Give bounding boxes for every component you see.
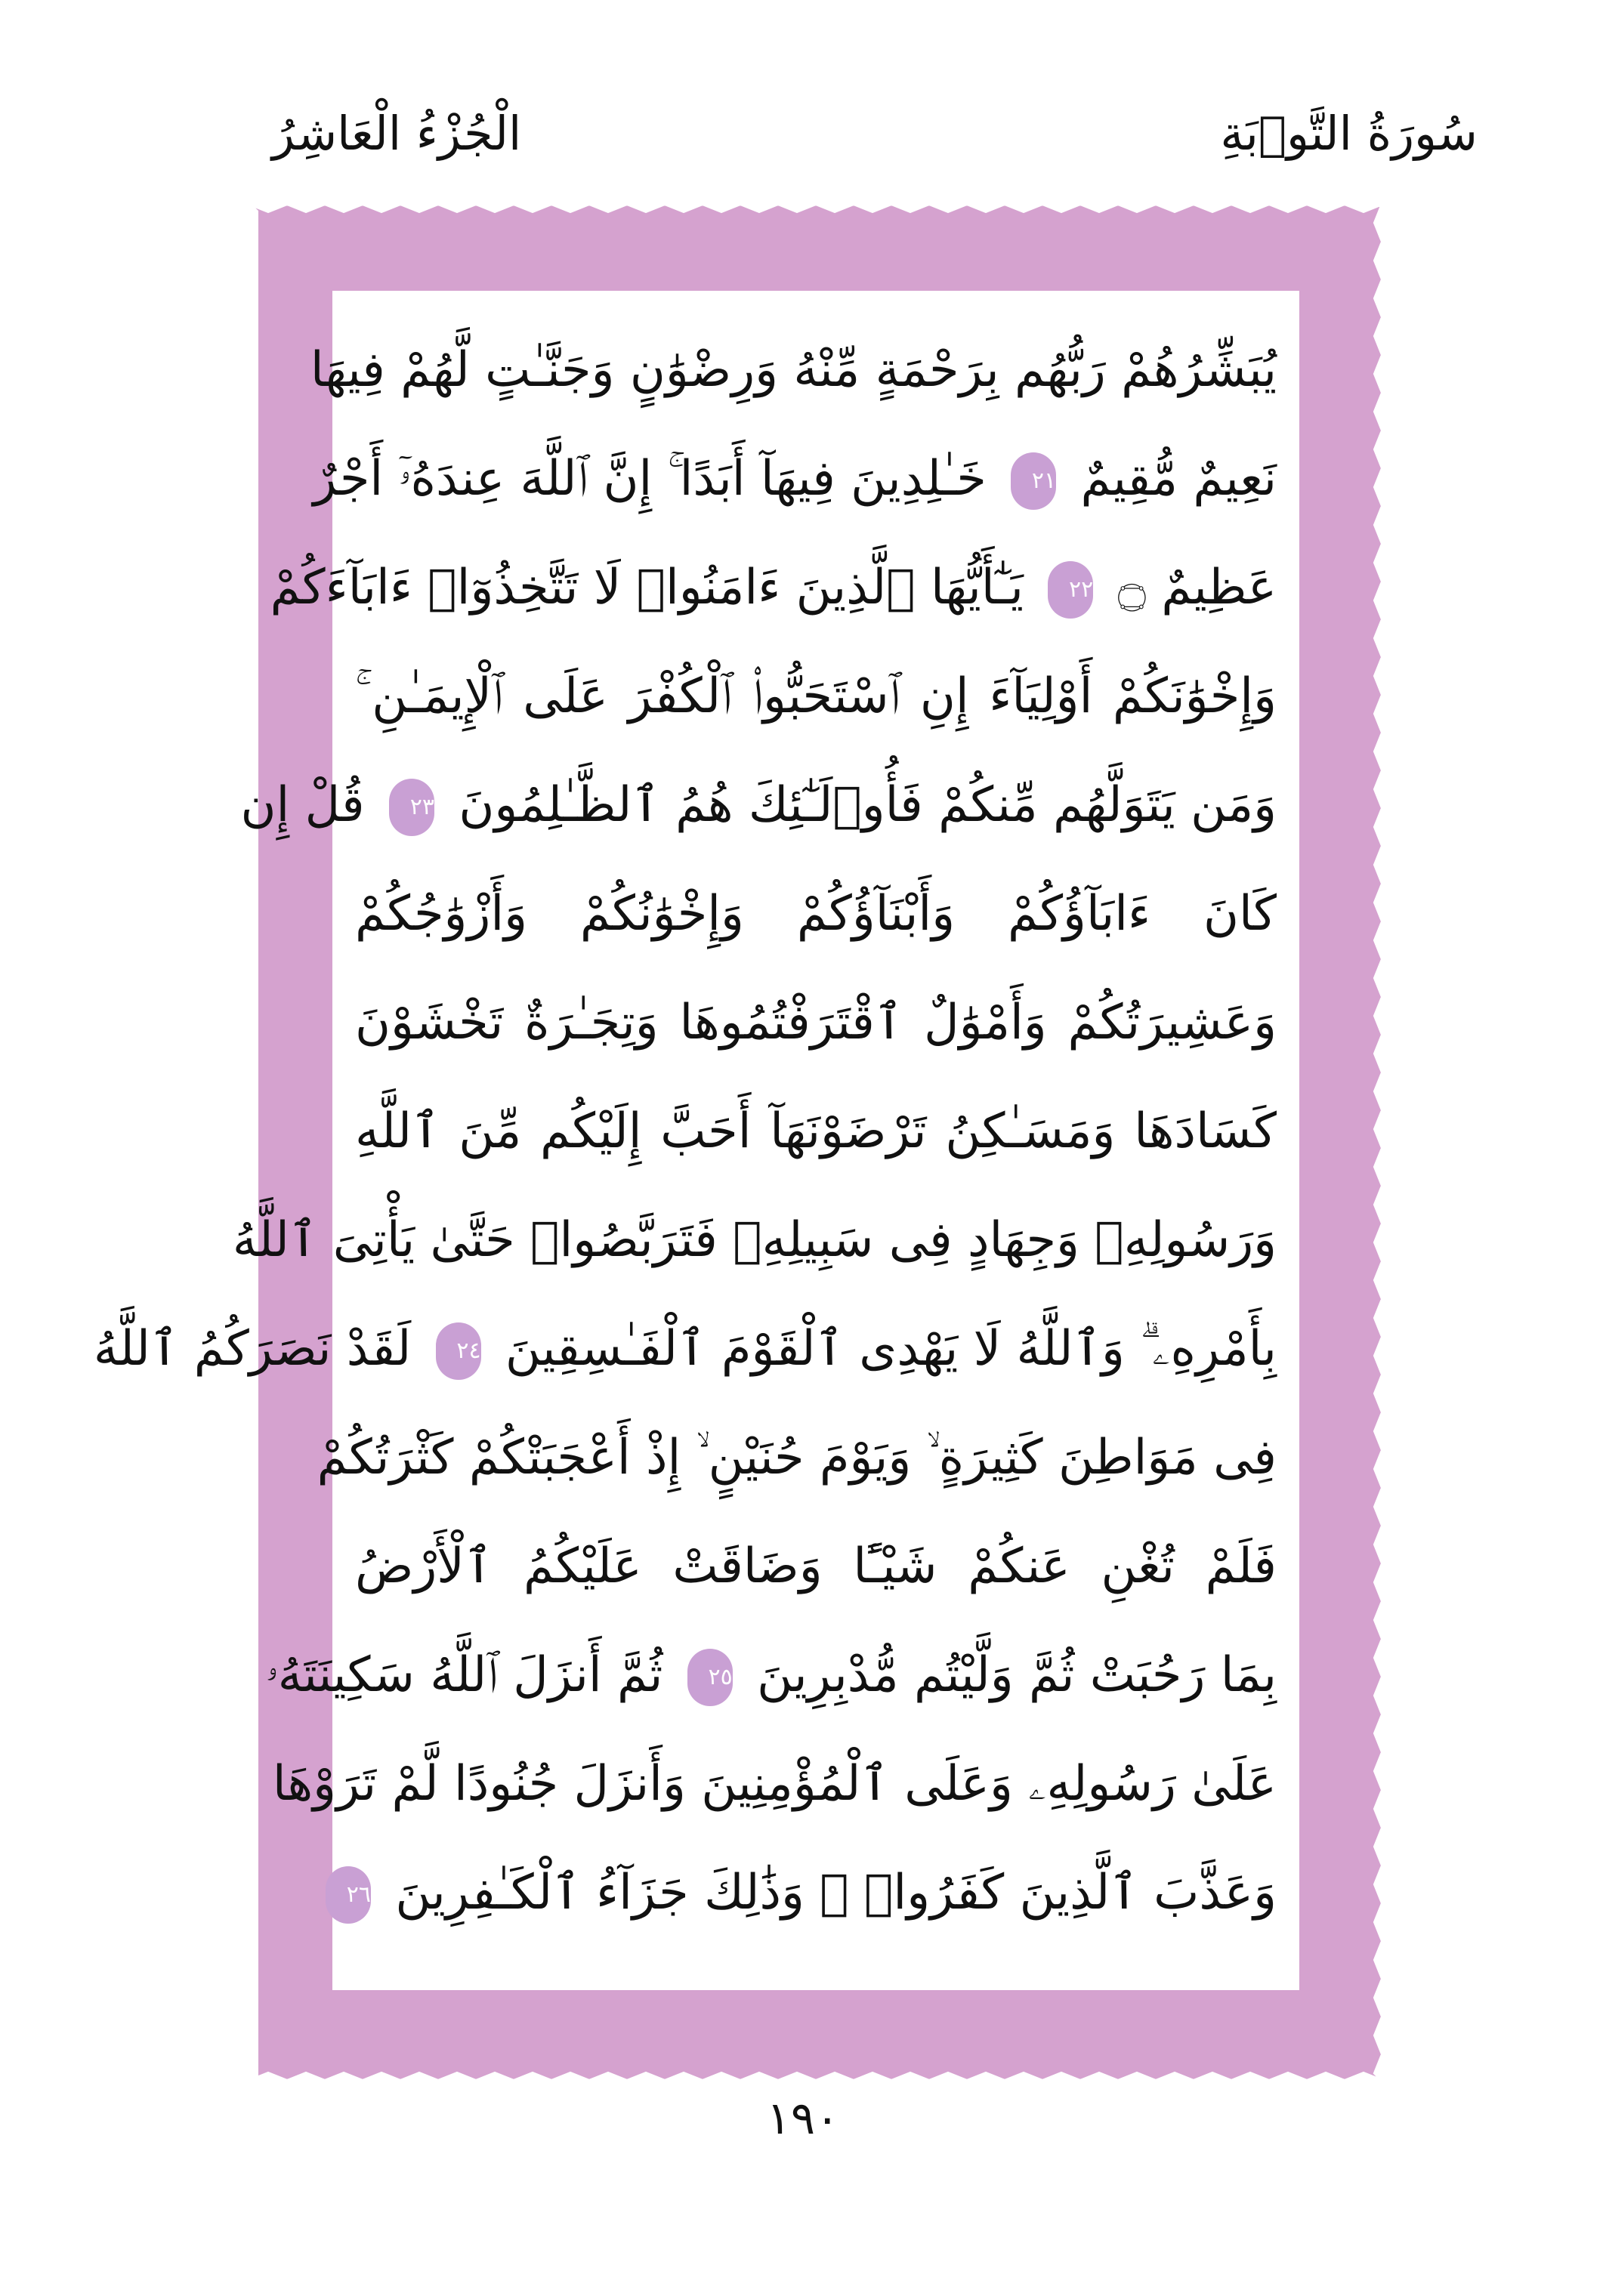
verse-text: عَلَىٰ رَسُولِهِۦ وَعَلَى ٱلْمُؤْمِنِينَ وَأَنزَلَ جُنُودًا لَّمْ تَرَوْهَا (272, 1756, 1277, 1812)
text-line (355, 647, 1277, 745)
ayah-marker: ٢٤ (436, 1322, 481, 1380)
text-line (272, 1735, 1277, 1833)
text-line (270, 539, 1277, 637)
verse-text: وَعَشِيرَتُكُمْ وَأَمْوَٰلٌ ٱقْتَرَفْتُمُوهَا وَتِجَـٰرَةٌ تَخْشَوْنَ (355, 995, 1277, 1051)
verse-text: عَظِيمٌ ۝ (1117, 560, 1277, 616)
text-line (346, 1844, 1277, 1942)
verse-text: ثُمَّ أَنزَلَ ٱللَّهُ سَكِينَتَهُۥ (265, 1647, 663, 1703)
text-line (232, 1191, 1277, 1289)
verse-text: يُبَشِّرُهُمْ رَبُّهُم بِرَحْمَةٍ مِّنْهُ وَرِضْوَٰنٍ وَجَنَّـٰتٍ لَّهُمْ فِيهَا (310, 342, 1277, 398)
verse-text: وَمَن يَتَوَلَّهُم مِّنكُمْ فَأُو۟لَـٰٓئِكَ هُمُ ٱلظَّـٰلِمُونَ (459, 777, 1277, 833)
verse-text: وَرَسُولِهِۦ وَجِهَادٍ فِى سَبِيلِهِۦ فَتَرَبَّصُوا۟ حَتَّىٰ يَأْتِىَ ٱللَّهُ (232, 1212, 1277, 1268)
text-line (317, 1409, 1277, 1507)
text-line (355, 1517, 1277, 1616)
verse-text: كَانَ ءَابَآؤُكُمْ وَأَبْنَآؤُكُمْ وَإِخْوَٰنُكُمْ وَأَزْوَٰجُكُمْ (355, 886, 1277, 942)
ayah-marker: ٢٦ (326, 1866, 371, 1924)
ornamental-frame (93, 204, 1382, 2081)
verse-text: فِى مَوَاطِنَ كَثِيرَةٍ ۙ وَيَوْمَ حُنَيْنٍ ۙ إِذْ أَعْجَبَتْكُمْ كَثْرَتُكُمْ (317, 1430, 1277, 1486)
text-line (313, 430, 1277, 528)
page-header (0, 106, 1606, 196)
verse-text: بِأَمْرِهِۦ ۗ وَٱللَّهُ لَا يَهْدِى ٱلْقَوْمَ ٱلْفَـٰسِقِينَ (505, 1321, 1277, 1377)
ayah-marker: ٢٥ (687, 1649, 733, 1706)
verse-text: فَلَمْ تُغْنِ عَنكُمْ شَيْـًٔا وَضَاقَتْ عَلَيْكُمُ ٱلْأَرْضُ (355, 1538, 1277, 1594)
ayah-marker: ٢٣ (389, 779, 434, 836)
verse-text: بِمَا رَحُبَتْ ثُمَّ وَلَّيْتُم مُّدْبِرِينَ (757, 1647, 1277, 1703)
verse-text: قُلْ إِن (240, 777, 365, 833)
surah-name: سُورَةُ التَّوۡبَةِ (1220, 106, 1478, 161)
text-panel (93, 291, 1299, 1990)
page-number: ١٩٠ (766, 2092, 840, 2145)
verse-text: لَقَدْ نَصَرَكُمُ ٱللَّهُ (93, 1321, 412, 1377)
verse-text: يَـٰٓأَيُّهَا ٱلَّذِينَ ءَامَنُوا۟ لَا تَتَّخِذُوٓا۟ ءَابَآءَكُمْ (270, 560, 1024, 616)
text-line (93, 1300, 1277, 1398)
juz-name: الْجُزْءُ الْعَاشِرُ (272, 106, 522, 161)
ayah-marker: ٢٢ (1048, 561, 1093, 619)
text-line (355, 974, 1277, 1072)
verse-text: وَعَذَّبَ ٱلَّذِينَ كَفَرُوا۟ ۚ وَذَٰلِكَ جَزَآءُ ٱلْكَـٰفِرِينَ (395, 1865, 1277, 1921)
verse-text: وَإِخْوَٰنَكُمْ أَوْلِيَآءَ إِنِ ٱسْتَحَبُّوا۟ ٱلْكُفْرَ عَلَى ٱلْإِيمَـٰنِ ۚ (355, 668, 1277, 724)
text-line (355, 1082, 1277, 1180)
text-line (265, 1626, 1277, 1724)
text-line (240, 756, 1277, 854)
text-line (355, 865, 1277, 963)
ayah-marker: ٢١ (1011, 452, 1056, 510)
verse-text: خَـٰلِدِينَ فِيهَآ أَبَدًا ۚ إِنَّ ٱللَّهَ عِندَهُۥٓ أَجْرٌ (313, 451, 987, 507)
verse-text: نَعِيمٌ مُّقِيمٌ (1080, 451, 1277, 507)
text-line (310, 321, 1277, 419)
verse-text: كَسَادَهَا وَمَسَـٰكِنُ تَرْضَوْنَهَآ أَحَبَّ إِلَيْكُم مِّنَ ٱللَّهِ (355, 1103, 1277, 1159)
